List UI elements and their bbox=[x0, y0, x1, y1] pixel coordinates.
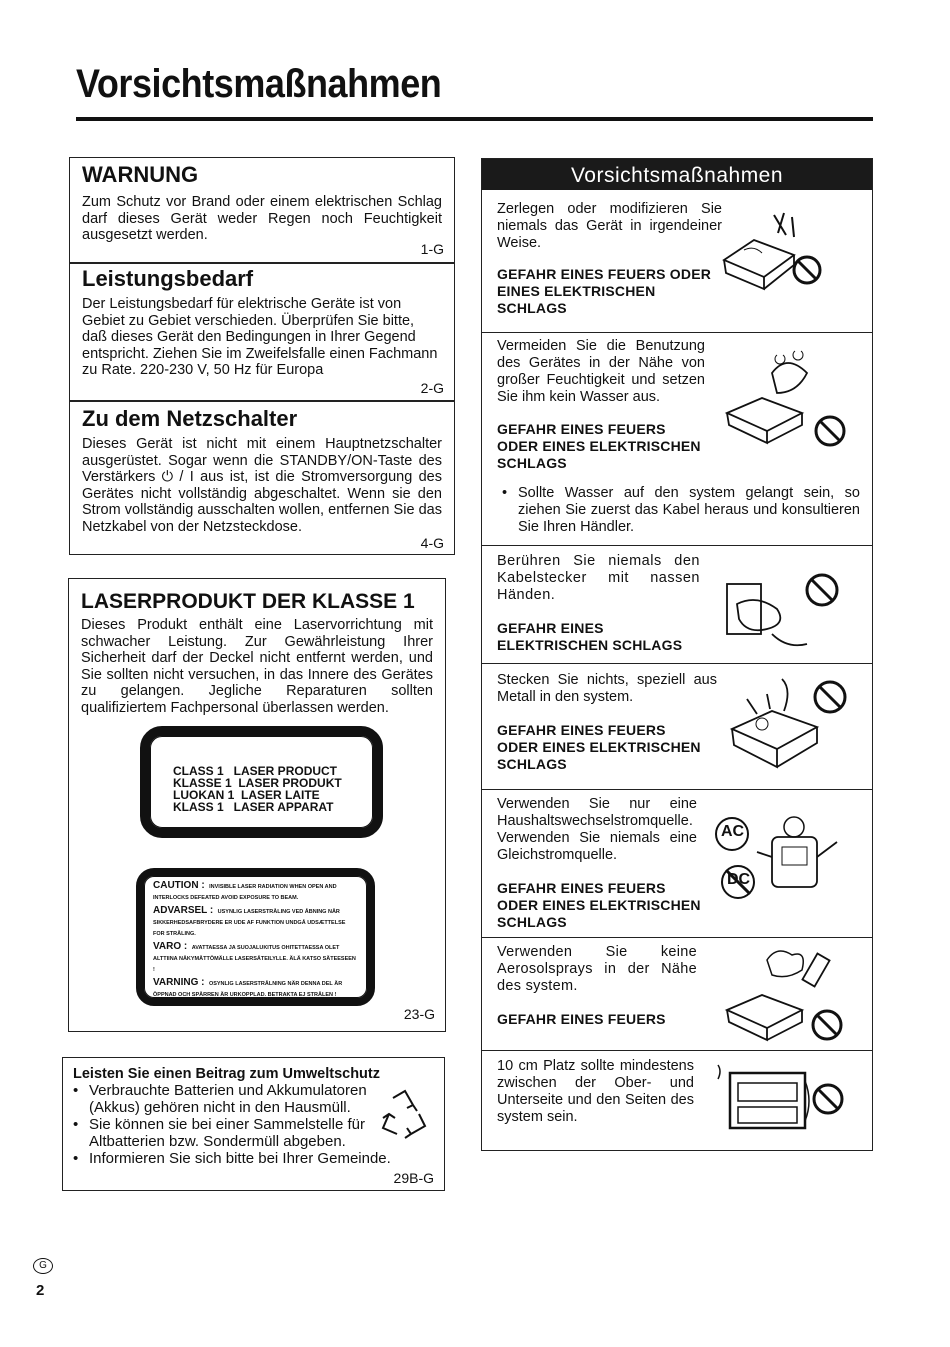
label-line: KLASSE 1 LASER PRODUKT bbox=[173, 776, 342, 790]
precaution-text: Verwenden Sie nur eine Haushaltswechselstromquelle. Verwenden Sie niemals eine Gleichstromquelle. bbox=[497, 796, 697, 863]
caution-text: USYNLIG LASERSTRÅLING VED ÅBNING NÅR SIKKERHEDSAFBRYDERE ER UDE AF FUNKTION UNDGÅ UDSÆTTELSE FOR STRÅLING. bbox=[153, 909, 346, 937]
eco-list bbox=[73, 1082, 391, 1167]
warnung-code: 1-G bbox=[420, 241, 444, 257]
title-rule bbox=[76, 117, 873, 121]
ventilation-icon bbox=[708, 1061, 848, 1141]
wet-hands-icon bbox=[717, 564, 847, 654]
precautions-header: Vorsichtsmaßnahmen bbox=[482, 159, 872, 190]
laser-box bbox=[68, 578, 446, 1032]
precaution-warning: GEFAHR EINES FEUERS bbox=[497, 1011, 666, 1027]
caution-entry bbox=[153, 880, 358, 902]
netzschalter-code: 4-G bbox=[420, 535, 444, 551]
leistung-code: 2-G bbox=[420, 380, 444, 396]
precaution-item bbox=[482, 663, 872, 789]
caution-entry bbox=[153, 905, 358, 938]
warnung-body: Zum Schutz vor Brand oder einem elektrischen Schlag darf dieses Gerät weder Regen noch Feuchtigkeit ausgesetzt werden. bbox=[82, 194, 442, 243]
precaution-item bbox=[482, 1050, 872, 1152]
list-item: • Informieren Sie sich bitte bei Ihrer Gemeinde. bbox=[73, 1150, 373, 1167]
precaution-text: 10 cm Platz sollte mindestens zwischen der Ober- und Unterseite und den Seiten des system sein. bbox=[497, 1058, 694, 1125]
laser-code: 23-G bbox=[403, 1006, 435, 1022]
caution-entry bbox=[153, 941, 358, 974]
region-mark: G bbox=[33, 1258, 53, 1274]
water-icon bbox=[717, 343, 847, 453]
precaution-item bbox=[482, 190, 872, 332]
precaution-item bbox=[482, 545, 872, 663]
label-line: LUOKAN 1 LASER LAITE bbox=[173, 788, 320, 802]
bullet-text: Sollte Wasser auf den system gelangt sein, so ziehen Sie zuerst das Kabel heraus und konsultieren Sie Ihren Händler. bbox=[518, 485, 860, 535]
precaution-text: Berühren Sie niemals den Kabelstecker mit nassen Händen. bbox=[497, 553, 700, 603]
eco-code: 29B-G bbox=[393, 1170, 434, 1186]
caution-text: OSYNLIG LASERSTRÅLNING NÄR DENNA DEL ÄR ÖPPNAD OCH SPÄRREN ÄR URKOPPLAD. BETRAKTA EJ STRÅLEN ! bbox=[153, 981, 343, 998]
precaution-bullet bbox=[502, 485, 860, 536]
precaution-text: Verwenden Sie keine Aerosolsprays in der Nähe des system. bbox=[497, 944, 697, 994]
laser-caution-label bbox=[144, 876, 367, 998]
caution-text: AVATTAESSA JA SUOJALUKITUS OHITETTAESSA OLET ALTTIINA NÄKYMÄTTÖMÄLLE LASERSÄTEILYLLE. ÄLÄ KATSO SÄTEESEEN ! bbox=[153, 945, 356, 973]
laser-body: Dieses Produkt enthält eine Laservorrichtung mit schwacher Leistung. Zur Gewährleistung Ihrer Sicherheit darf der Deckel nicht entfernt werden, und Sie sollten nicht versuchen, in das Innere des Gerätes zu gelangen. Jegliche Reparaturen sollten qualifiziertem Fachpersonal überlassen werden. bbox=[81, 617, 433, 716]
warnung-heading: WARNUNG bbox=[82, 162, 199, 187]
netzschalter-heading: Zu dem Netzschalter bbox=[82, 406, 298, 431]
laser-section bbox=[69, 589, 445, 716]
precaution-text: Zerlegen oder modifizieren Sie niemals das Gerät in irgendeiner Weise. bbox=[497, 201, 722, 251]
precaution-item bbox=[482, 937, 872, 1050]
warnung-section bbox=[70, 162, 454, 244]
ac-label: AC bbox=[721, 823, 745, 840]
caution-head: CAUTION : bbox=[153, 880, 205, 891]
bullet-dot: • bbox=[502, 485, 508, 501]
dc-label: DC bbox=[727, 871, 751, 888]
disassemble-icon bbox=[714, 205, 824, 295]
netzschalter-body: Dieses Gerät ist nicht mit einem Hauptnetzschalter ausgerüstet. Sogar wenn die STANDBY/ON-Taste des Verstärkers ⏻ / I aus ist, ist die Stromversorgung des Gerätes nicht vollständig abgeschaltet. Wenn sie den Strom vollständig ausschalten wollen, entfernen Sie das Netzkabel von der Netzsteckdose. bbox=[82, 436, 442, 535]
precaution-warning: GEFAHR EINES FEUERS ODER EINES ELEKTRISCHEN SCHLAGS bbox=[497, 722, 701, 772]
page-number: 2 bbox=[36, 1282, 45, 1299]
precaution-warning: GEFAHR EINES ELEKTRISCHEN SCHLAGS bbox=[497, 620, 683, 653]
caution-head: ADVARSEL : bbox=[153, 905, 214, 916]
precaution-item bbox=[482, 332, 872, 545]
leistung-body: Der Leistungsbedarf für elektrische Geräte ist von Gebiet zu Gebiet verschieden. Überprüfen Sie bitte, daß dieses Gerät den Bedingungen in Ihrer Gegend entspricht. Ziehen Sie im Zweifelsfalle einen Fachmann zu Rate. 220-230 V, 50 Hz für Europa bbox=[82, 296, 438, 378]
recycle-icon bbox=[379, 1088, 429, 1140]
label-line: KLASS 1 LASER APPARAT bbox=[173, 800, 334, 814]
precaution-warning: GEFAHR EINES FEUERS ODER EINES ELEKTRISCHEN SCHLAGS bbox=[497, 880, 701, 930]
label-line: CLASS 1 LASER PRODUCT bbox=[173, 764, 338, 778]
precautions-panel bbox=[481, 158, 873, 1151]
precaution-text: Vermeiden Sie die Benutzung des Gerätes in der Nähe von großer Feuchtigkeit und setzen Sie ihm kein Wasser aus. bbox=[497, 338, 705, 405]
laser-heading: LASERPRODUKT DER KLASSE 1 bbox=[81, 590, 415, 613]
divider bbox=[70, 262, 454, 264]
eco-heading: Leisten Sie einen Beitrag zum Umweltschutz bbox=[73, 1066, 380, 1082]
caution-head: VARNING : bbox=[153, 977, 205, 988]
laser-class-label bbox=[150, 736, 373, 828]
precaution-warning: GEFAHR EINES FEUERS ODER EINES ELEKTRISCHEN SCHLAGS bbox=[497, 421, 701, 471]
caution-text: INVISIBLE LASER RADIATION WHEN OPEN AND INTERLOCKS DEFEATED AVOID EXPOSURE TO BEAM. bbox=[153, 884, 337, 901]
no-spray-icon bbox=[717, 940, 847, 1050]
leistung-heading: Leistungsbedarf bbox=[82, 266, 254, 291]
list-item: • Verbrauchte Batterien und Akkumulatoren (Akkus) gehören nicht in den Hausmüll. bbox=[73, 1082, 373, 1116]
divider bbox=[70, 400, 454, 402]
precaution-warning: GEFAHR EINES FEUERS ODER EINES ELEKTRISCHEN SCHLAGS bbox=[497, 266, 712, 316]
no-objects-icon bbox=[722, 669, 852, 779]
list-item: • Sie können sie bei einer Sammelstelle für Altbatterien bzw. Sondermüll abgeben. bbox=[73, 1116, 373, 1150]
precaution-text: Stecken Sie nichts, speziell aus Metall in den system. bbox=[497, 672, 717, 705]
warnings-box bbox=[69, 157, 455, 555]
netzschalter-section bbox=[70, 406, 454, 535]
caution-head: VARO : bbox=[153, 941, 188, 952]
eco-box bbox=[62, 1057, 445, 1191]
precaution-item bbox=[482, 789, 872, 937]
page-title: Vorsichtsmaßnahmen bbox=[76, 62, 442, 106]
caution-entry bbox=[153, 977, 358, 999]
leistung-section bbox=[70, 266, 454, 379]
